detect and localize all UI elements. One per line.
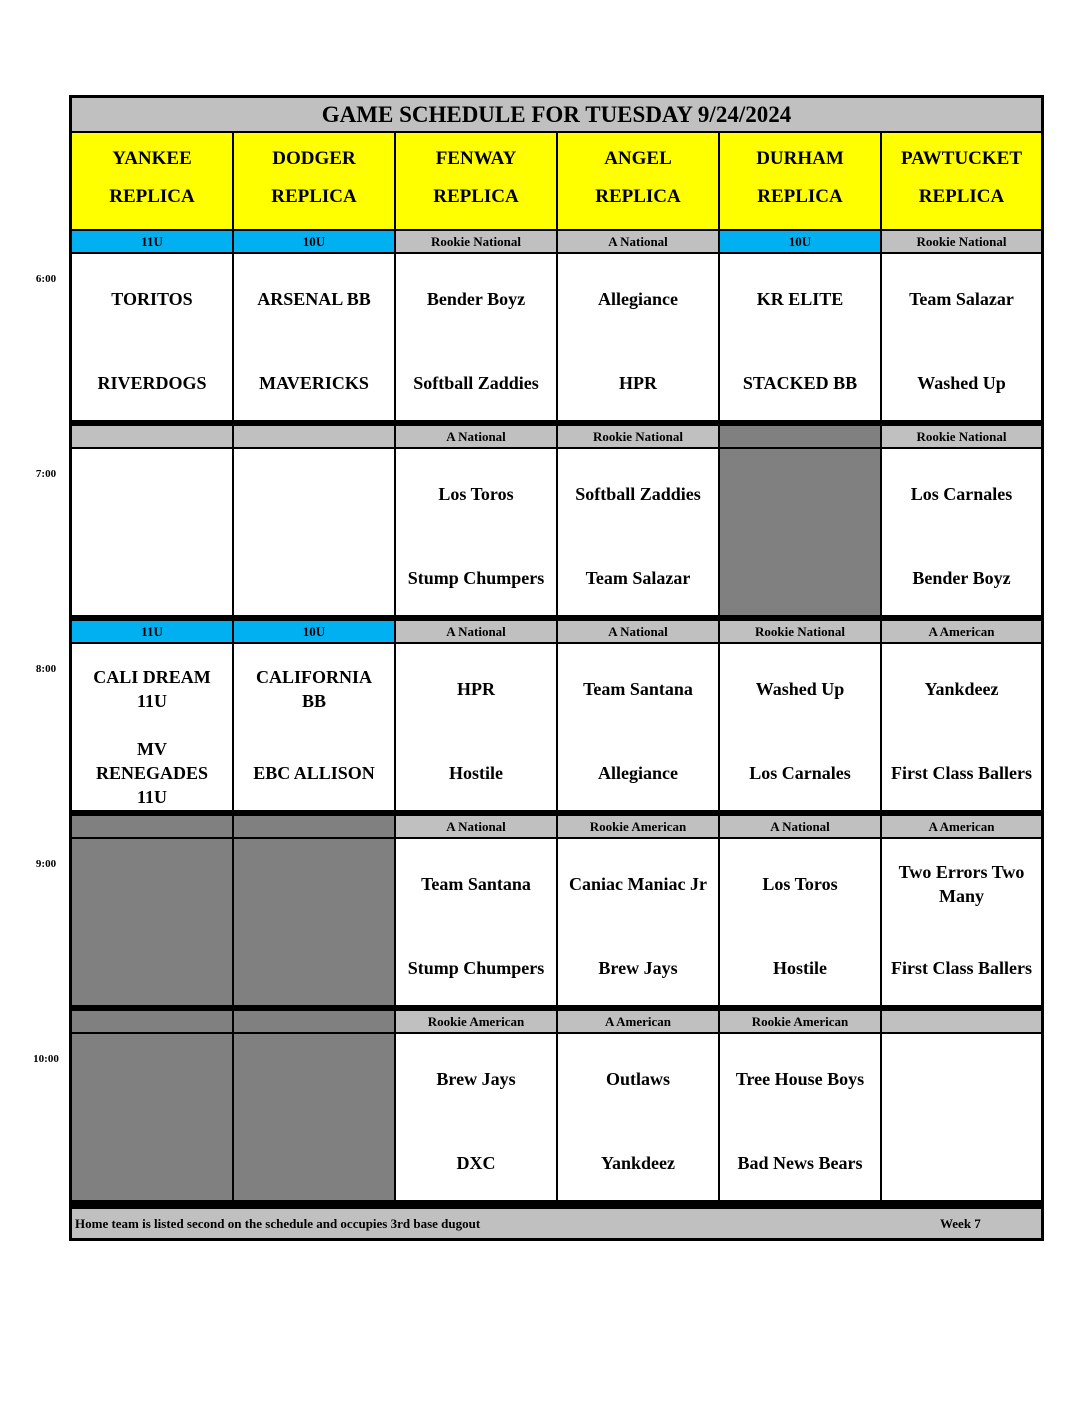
game-cell bbox=[882, 254, 1041, 420]
home-team bbox=[720, 932, 880, 1004]
division-label bbox=[72, 426, 232, 447]
team-name: Allegiance bbox=[598, 763, 678, 783]
game-cell bbox=[882, 644, 1041, 810]
team-name: Caniac Maniac Jr bbox=[569, 874, 707, 894]
division-label: Rookie National bbox=[882, 426, 1041, 447]
division-label: A National bbox=[558, 231, 718, 252]
team-name: Yankdeez bbox=[924, 679, 999, 699]
game-cell bbox=[720, 839, 880, 1005]
team-name: Team Salazar bbox=[585, 568, 691, 588]
away-team bbox=[234, 664, 394, 714]
schedule-title: GAME SCHEDULE FOR TUESDAY 9/24/2024 bbox=[72, 98, 1041, 131]
team-name: Team Santana bbox=[421, 874, 531, 894]
team-name: CALIFORNIA BB bbox=[255, 667, 372, 711]
home-team bbox=[720, 737, 880, 809]
away-team bbox=[396, 469, 556, 519]
away-team bbox=[558, 859, 718, 909]
home-team bbox=[882, 737, 1041, 809]
team-name: ARSENAL BB bbox=[257, 289, 371, 309]
game-cell bbox=[396, 449, 556, 615]
away-team bbox=[882, 1054, 1041, 1104]
away-team bbox=[720, 274, 880, 324]
division-label: Rookie National bbox=[720, 621, 880, 642]
home-team bbox=[558, 737, 718, 809]
division-label: A American bbox=[882, 816, 1041, 837]
team-name: First Class Ballers bbox=[891, 763, 1032, 783]
home-team bbox=[882, 1127, 1041, 1199]
home-team bbox=[72, 737, 232, 809]
away-team bbox=[882, 274, 1041, 324]
team-name: Washed Up bbox=[917, 373, 1006, 393]
game-cell bbox=[72, 254, 232, 420]
time-label: 10:00 bbox=[33, 1053, 59, 1065]
field-name: PAWTUCKET bbox=[900, 148, 1023, 169]
field-header bbox=[396, 133, 556, 229]
division-label bbox=[72, 1011, 232, 1032]
home-team bbox=[882, 932, 1041, 1004]
game-cell bbox=[234, 254, 394, 420]
away-team bbox=[882, 469, 1041, 519]
home-team bbox=[396, 347, 556, 419]
week-label: Week 7 bbox=[940, 1216, 981, 1231]
division-label: 10U bbox=[234, 231, 394, 252]
game-cell bbox=[558, 254, 718, 420]
field-name: DODGER bbox=[272, 148, 356, 169]
team-name: Los Toros bbox=[438, 484, 514, 504]
team-name: Washed Up bbox=[755, 679, 845, 699]
division-label bbox=[234, 1011, 394, 1032]
home-team bbox=[558, 932, 718, 1004]
field-header bbox=[882, 133, 1041, 229]
division-label: A National bbox=[396, 621, 556, 642]
team-name: Allegiance bbox=[598, 289, 678, 309]
game-cell bbox=[72, 644, 232, 810]
division-label: 10U bbox=[720, 231, 880, 252]
team-name: Brew Jays bbox=[436, 1069, 516, 1089]
home-team-note: Home team is listed second on the schedule and occupies 3rd base dugout bbox=[75, 1216, 481, 1231]
home-team bbox=[234, 347, 394, 419]
team-name: First Class Ballers bbox=[891, 958, 1032, 978]
game-cell bbox=[558, 449, 718, 615]
away-team bbox=[720, 859, 880, 909]
division-label: Rookie American bbox=[558, 816, 718, 837]
time-label: 6:00 bbox=[35, 273, 57, 285]
game-cell bbox=[72, 449, 232, 615]
home-team bbox=[234, 542, 394, 614]
field-subtitle: REPLICA bbox=[918, 186, 1005, 207]
away-team bbox=[720, 664, 880, 714]
home-team bbox=[234, 737, 394, 809]
home-team bbox=[396, 1127, 556, 1199]
home-team bbox=[882, 542, 1041, 614]
away-team bbox=[882, 664, 1041, 714]
team-name: Los Carnales bbox=[910, 484, 1013, 504]
away-team bbox=[882, 859, 1041, 909]
away-team bbox=[720, 1054, 880, 1104]
team-name: Brew Jays bbox=[598, 958, 678, 978]
division-label: A National bbox=[558, 621, 718, 642]
empty-slot bbox=[72, 839, 232, 1005]
team-name: Stump Chumpers bbox=[407, 568, 545, 588]
team-name: STACKED BB bbox=[742, 373, 858, 393]
time-label: 7:00 bbox=[35, 468, 57, 480]
empty-slot bbox=[72, 1034, 232, 1200]
team-name: Stump Chumpers bbox=[407, 958, 545, 978]
game-cell bbox=[396, 1034, 556, 1200]
away-team bbox=[558, 664, 718, 714]
field-subtitle: REPLICA bbox=[433, 186, 519, 207]
away-team bbox=[558, 274, 718, 324]
game-cell bbox=[234, 644, 394, 810]
game-cell bbox=[882, 1034, 1041, 1200]
field-header bbox=[72, 133, 232, 229]
home-team bbox=[720, 542, 880, 614]
schedule-table bbox=[69, 95, 1044, 1241]
division-label: A American bbox=[882, 621, 1041, 642]
division-label bbox=[234, 816, 394, 837]
game-cell bbox=[558, 839, 718, 1005]
team-name: TORITOS bbox=[111, 289, 193, 309]
team-name: Hostile bbox=[449, 763, 503, 783]
home-team bbox=[558, 1127, 718, 1199]
home-team bbox=[234, 1127, 394, 1199]
away-team bbox=[72, 274, 232, 324]
field-subtitle: REPLICA bbox=[271, 186, 357, 207]
empty-slot bbox=[234, 1034, 394, 1200]
team-name: Bender Boyz bbox=[426, 289, 526, 309]
game-cell bbox=[720, 254, 880, 420]
division-label: 11U bbox=[72, 231, 232, 252]
division-label: A American bbox=[558, 1011, 718, 1032]
field-name: DURHAM bbox=[756, 148, 844, 169]
team-name: HPR bbox=[619, 373, 657, 393]
home-team bbox=[558, 347, 718, 419]
home-team bbox=[396, 542, 556, 614]
game-cell bbox=[234, 449, 394, 615]
field-header bbox=[558, 133, 718, 229]
division-label bbox=[720, 426, 880, 447]
away-team bbox=[234, 1054, 394, 1104]
game-cell bbox=[396, 644, 556, 810]
division-label bbox=[882, 1011, 1041, 1032]
division-label: A National bbox=[396, 816, 556, 837]
away-team bbox=[720, 469, 880, 519]
team-name: Yankdeez bbox=[600, 1153, 675, 1173]
empty-slot bbox=[720, 449, 880, 615]
team-name: Outlaws bbox=[605, 1069, 670, 1089]
team-name: MAVERICKS bbox=[259, 373, 369, 393]
home-team bbox=[882, 347, 1041, 419]
field-header bbox=[720, 133, 880, 229]
division-label: A National bbox=[396, 426, 556, 447]
division-label: Rookie American bbox=[396, 1011, 556, 1032]
away-team bbox=[234, 469, 394, 519]
team-name: Team Salazar bbox=[909, 289, 1014, 309]
game-cell bbox=[882, 449, 1041, 615]
home-team bbox=[720, 347, 880, 419]
division-label: Rookie American bbox=[720, 1011, 880, 1032]
division-label: Rookie National bbox=[882, 231, 1041, 252]
division-label: Rookie National bbox=[558, 426, 718, 447]
away-team bbox=[72, 859, 232, 909]
team-name: MV RENEGADES 11U bbox=[95, 739, 209, 807]
division-label: Rookie National bbox=[396, 231, 556, 252]
field-subtitle: REPLICA bbox=[595, 186, 681, 207]
team-name: EBC ALLISON bbox=[253, 763, 375, 783]
division-label: A National bbox=[720, 816, 880, 837]
away-team bbox=[396, 664, 556, 714]
away-team bbox=[558, 469, 718, 519]
home-team bbox=[72, 347, 232, 419]
home-team bbox=[72, 542, 232, 614]
team-name: Softball Zaddies bbox=[575, 484, 701, 504]
game-cell bbox=[720, 644, 880, 810]
away-team bbox=[72, 1054, 232, 1104]
field-subtitle: REPLICA bbox=[109, 186, 195, 207]
game-cell bbox=[396, 254, 556, 420]
home-team bbox=[558, 542, 718, 614]
away-team bbox=[72, 469, 232, 519]
field-subtitle: REPLICA bbox=[757, 186, 843, 207]
division-label bbox=[234, 426, 394, 447]
game-cell bbox=[558, 1034, 718, 1200]
team-name: RIVERDOGS bbox=[97, 373, 207, 393]
field-header bbox=[234, 133, 394, 229]
team-name: KR ELITE bbox=[756, 289, 844, 309]
time-label: 9:00 bbox=[35, 858, 57, 870]
away-team bbox=[558, 1054, 718, 1104]
away-team bbox=[396, 274, 556, 324]
schedule-footer bbox=[72, 1209, 1041, 1238]
home-team bbox=[72, 1127, 232, 1199]
away-team bbox=[396, 1054, 556, 1104]
team-name: Hostile bbox=[773, 958, 827, 978]
home-team bbox=[396, 932, 556, 1004]
home-team bbox=[234, 932, 394, 1004]
home-team bbox=[72, 932, 232, 1004]
team-name: CALI DREAM 11U bbox=[93, 667, 211, 711]
away-team bbox=[234, 274, 394, 324]
home-team bbox=[720, 1127, 880, 1199]
empty-slot bbox=[234, 839, 394, 1005]
away-team bbox=[396, 859, 556, 909]
division-label: 10U bbox=[234, 621, 394, 642]
team-name: Tree House Boys bbox=[735, 1069, 865, 1089]
team-name: Bender Boyz bbox=[912, 568, 1011, 588]
division-label bbox=[72, 816, 232, 837]
team-name: Team Santana bbox=[583, 679, 693, 699]
field-name: ANGEL bbox=[604, 148, 672, 169]
home-team bbox=[396, 737, 556, 809]
team-name: HPR bbox=[457, 679, 495, 699]
time-label: 8:00 bbox=[35, 663, 57, 675]
team-name: Los Toros bbox=[762, 874, 838, 894]
game-cell bbox=[396, 839, 556, 1005]
game-cell bbox=[720, 1034, 880, 1200]
game-cell bbox=[882, 839, 1041, 1005]
team-name: Bad News Bears bbox=[737, 1153, 863, 1173]
team-name: Los Carnales bbox=[749, 763, 851, 783]
team-name: Softball Zaddies bbox=[413, 373, 539, 393]
field-name: YANKEE bbox=[112, 148, 192, 169]
field-name: FENWAY bbox=[435, 148, 517, 169]
team-name: DXC bbox=[456, 1153, 496, 1173]
away-team bbox=[72, 664, 232, 714]
team-name: Two Errors Two Many bbox=[898, 862, 1025, 906]
game-cell bbox=[558, 644, 718, 810]
division-label: 11U bbox=[72, 621, 232, 642]
away-team bbox=[234, 859, 394, 909]
